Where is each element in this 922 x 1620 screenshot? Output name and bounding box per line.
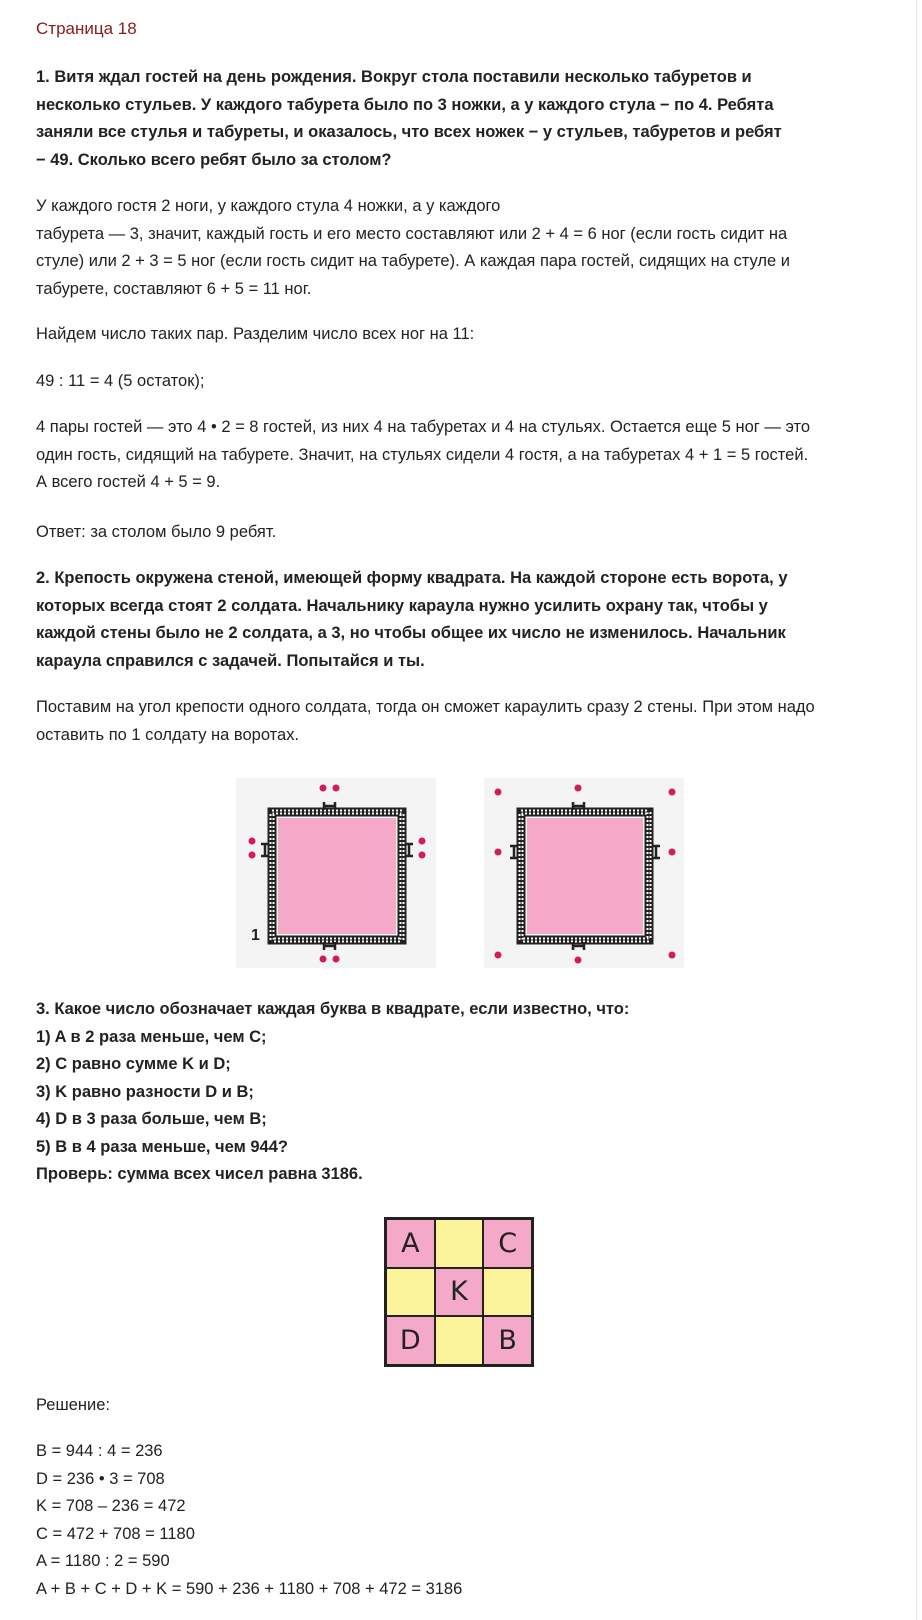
task3-question-line: 3. Какое число обозначает каждая буква в квадрате, если известно, что: — [36, 1000, 630, 1018]
letter-grid — [384, 1217, 534, 1367]
grid-cell — [483, 1268, 532, 1317]
grid-cell — [435, 1316, 484, 1365]
task1-solution-line: табурета — 3, значит, каждый гость и его место составляют или 2 + 4 = 6 ног (если гость сидит на — [36, 224, 788, 243]
task3-solution-line: C = 472 + 708 = 1180 — [36, 1524, 195, 1543]
grid-cell: K — [435, 1268, 484, 1317]
task3-solution — [36, 1438, 886, 1603]
task3-condition-1: 1) A в 2 раза меньше, чем C; — [36, 1027, 267, 1046]
task1-question-line: несколько стульев. У каждого табурета было по 3 ножки, а у каждого стула − по 4. Ребята — [36, 95, 774, 114]
task1-solution-paragraph-1 — [36, 193, 886, 303]
task3-check: Проверь: сумма всех чисел равна 3186. — [36, 1165, 363, 1183]
fortress-area — [278, 818, 396, 934]
task1-question-line: − 49. Сколько всего ребят было за столом? — [36, 150, 392, 169]
task1-solution-paragraph-2: Найдем число таких пар. Разделим число всех ног на 11: — [36, 325, 475, 343]
task3-solution-line: D = 236 • 3 = 708 — [36, 1469, 165, 1488]
task1-solution-line: А всего гостей 4 + 5 = 9. — [36, 473, 221, 491]
task1-answer: Ответ: за столом было 9 ребят. — [36, 523, 277, 541]
grid-cell: D — [386, 1316, 435, 1365]
task2-question-line: караула справился с задачей. Попытайся и ты. — [36, 651, 425, 670]
task1-question-line: 1. Витя ждал гостей на день рождения. Вокруг стола поставили несколько табуретов и — [36, 68, 752, 86]
task3-solution-line: K = 708 – 236 = 472 — [36, 1497, 186, 1515]
task2-question-line: 2. Крепость окружена стеной, имеющей форму квадрата. На каждой стороне есть ворота, у — [36, 569, 788, 587]
page-title: Страница 18 — [36, 19, 137, 38]
grid-cell: C — [483, 1219, 532, 1268]
grid-cell — [386, 1268, 435, 1317]
fortress-area — [527, 818, 643, 934]
task2-solution-line: оставить по 1 солдату на воротах. — [36, 725, 300, 744]
task2-solution — [36, 694, 886, 749]
fortress-figure-before — [236, 778, 436, 968]
fortress-figure-after — [484, 778, 684, 968]
task3-question — [36, 996, 886, 1189]
task2-solution-line: Поставим на угол крепости одного солдата, тогда он сможет караулить сразу 2 стены. При этом надо — [36, 698, 815, 716]
grid-cell: B — [483, 1316, 532, 1365]
task1-solution-line: один гость, сидящий на табурете. Значит, на стульях сидели 4 гостя, а на табуретах 4 + 1 = 5 гостей. — [36, 445, 809, 464]
task3-solution-line: A + B + C + D + K = 590 + 236 + 1180 + 708 + 472 = 3186 — [36, 1579, 463, 1598]
task3-condition-2: 2) C равно сумме K и D; — [36, 1055, 231, 1073]
task3-condition-4: 4) D в 3 раза больше, чем B; — [36, 1110, 267, 1128]
task2-question-line: которых всегда стоят 2 солдата. Начальнику караула нужно усилить охрану так, чтобы у — [36, 596, 768, 615]
task1-solution-paragraph-4 — [36, 414, 886, 497]
task1-solution-line: табурете, составляют 6 + 5 = 11 ног. — [36, 279, 312, 298]
grid-cell: A — [386, 1219, 435, 1268]
grid-cell — [435, 1219, 484, 1268]
task1-solution-line: 4 пары гостей — это 4 • 2 = 8 гостей, из них 4 на табуретах и 4 на стульях. Остается еще 5 ног — это — [36, 418, 811, 436]
task3-solution-line: B = 944 : 4 = 236 — [36, 1442, 163, 1460]
task1-solution-paragraph-3: 49 : 11 = 4 (5 остаток); — [36, 372, 205, 390]
page-right-border — [916, 0, 917, 1620]
task1-question — [36, 64, 886, 174]
figure-label: 1 — [251, 927, 260, 944]
task1-question-line: заняли все стулья и табуреты, и оказалось, что всех ножек − у стульев, табуретов и ребят — [36, 123, 782, 141]
task3-condition-3: 3) K равно разности D и B; — [36, 1082, 254, 1101]
task1-solution-line: У каждого гостя 2 ноги, у каждого стула 4 ножки, а у каждого — [36, 197, 501, 215]
task3-solution-heading: Решение: — [36, 1396, 110, 1414]
task2-question — [36, 565, 886, 675]
task2-question-line: каждой стены было не 2 солдата, а 3, но чтобы общее их число не изменилось. Начальник — [36, 624, 786, 642]
task3-solution-line: A = 1180 : 2 = 590 — [36, 1552, 170, 1570]
task1-solution-line: стуле) или 2 + 3 = 5 ног (если гость сидит на табурете). А каждая пара гостей, сидящих на стуле и — [36, 252, 791, 270]
task3-condition-5: 5) B в 4 раза меньше, чем 944? — [36, 1137, 288, 1156]
